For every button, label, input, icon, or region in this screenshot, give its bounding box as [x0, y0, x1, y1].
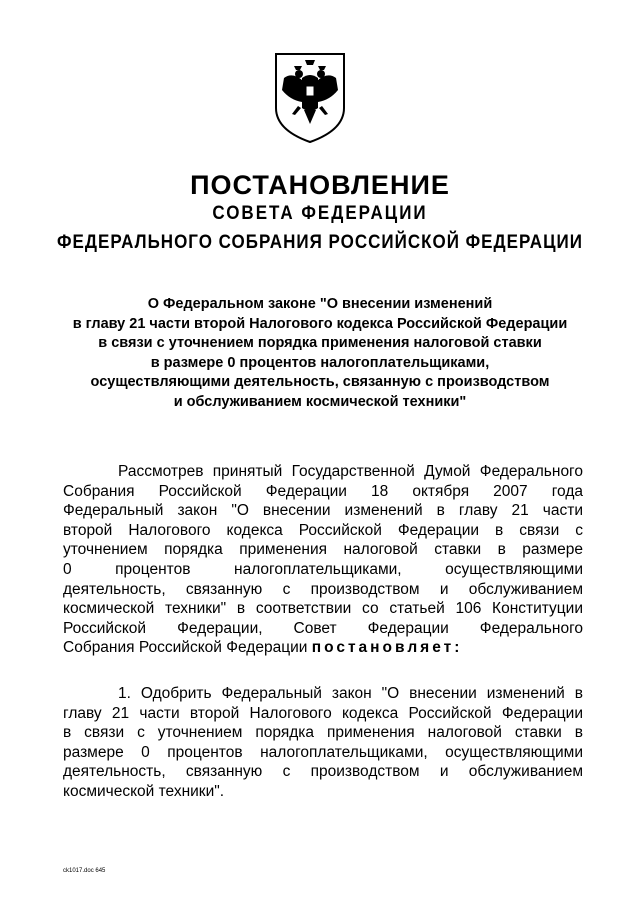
- text-line: главу 21 части второй Налогового кодекса Российской Федерации: [63, 704, 583, 722]
- subject-line: в размере 0 процентов налогоплательщиками,: [150, 354, 490, 371]
- issuing-body-parent: ФЕДЕРАЛЬНОГО СОБРАНИЯ РОССИЙСКОЙ ФЕДЕРАЦИИ: [57, 230, 583, 253]
- coat-of-arms-emblem: [272, 50, 348, 146]
- text-line: [63, 638, 583, 658]
- document-title: ПОСТАНОВЛЕНИЕ: [190, 170, 450, 200]
- text-line: 0 процентов налогоплательщиками, осуществляющими: [63, 560, 583, 578]
- subject-line: О Федеральном законе "О внесении изменений: [147, 296, 493, 312]
- text-line: космической техники" в соответствии со статьей 106 Конституции: [63, 600, 583, 618]
- text-line: в связи с уточнением порядка применения налоговой ставки в: [63, 724, 583, 742]
- text-line: деятельность, связанную с производством и обслуживанием: [63, 763, 583, 781]
- text-line: размере 0 процентов налогоплательщиками, осуществляющими: [63, 743, 583, 761]
- text-line: уточнением порядка применения налоговой ставки в размере: [63, 541, 583, 559]
- subject-line: и обслуживанием космической техники": [173, 393, 467, 410]
- text-fragment: Собрания Российской Федерации: [63, 639, 308, 657]
- subject-line: в связи с уточнением порядка применения налоговой ставки: [98, 335, 542, 352]
- subject-line: в главу 21 части второй Налогового кодекса Российской Федерации: [72, 315, 568, 332]
- resolution-subject: [30, 295, 610, 413]
- text-line: Собрания Российской Федерации 18 октября 2007 года: [63, 482, 583, 500]
- text-line: 1. Одобрить Федеральный закон "О внесении изменений в: [118, 685, 583, 702]
- text-line: деятельность, связанную с производством и обслуживанием: [63, 580, 583, 598]
- subject-line: осуществляющими деятельность, связанную с производством: [90, 374, 550, 391]
- preamble-paragraph: [63, 462, 583, 658]
- text-line: Федеральный закон "О внесении изменений в главу 21 части: [63, 502, 583, 520]
- text-line: космической техники".: [63, 782, 225, 800]
- resolution-item-1: [63, 684, 583, 802]
- text-line: второй Налогового кодекса Российской Федерации в связи с: [63, 521, 583, 539]
- text-line: Рассмотрев принятый Государственной Думой Федерального: [118, 463, 583, 480]
- file-reference: ck1017.doc 645: [63, 868, 106, 874]
- issuing-body: СОВЕТА ФЕДЕРАЦИИ: [212, 201, 428, 224]
- text-line: Российской Федерации, Совет Федерации Федерального: [63, 619, 583, 637]
- resolves-word: постановляет:: [311, 639, 463, 657]
